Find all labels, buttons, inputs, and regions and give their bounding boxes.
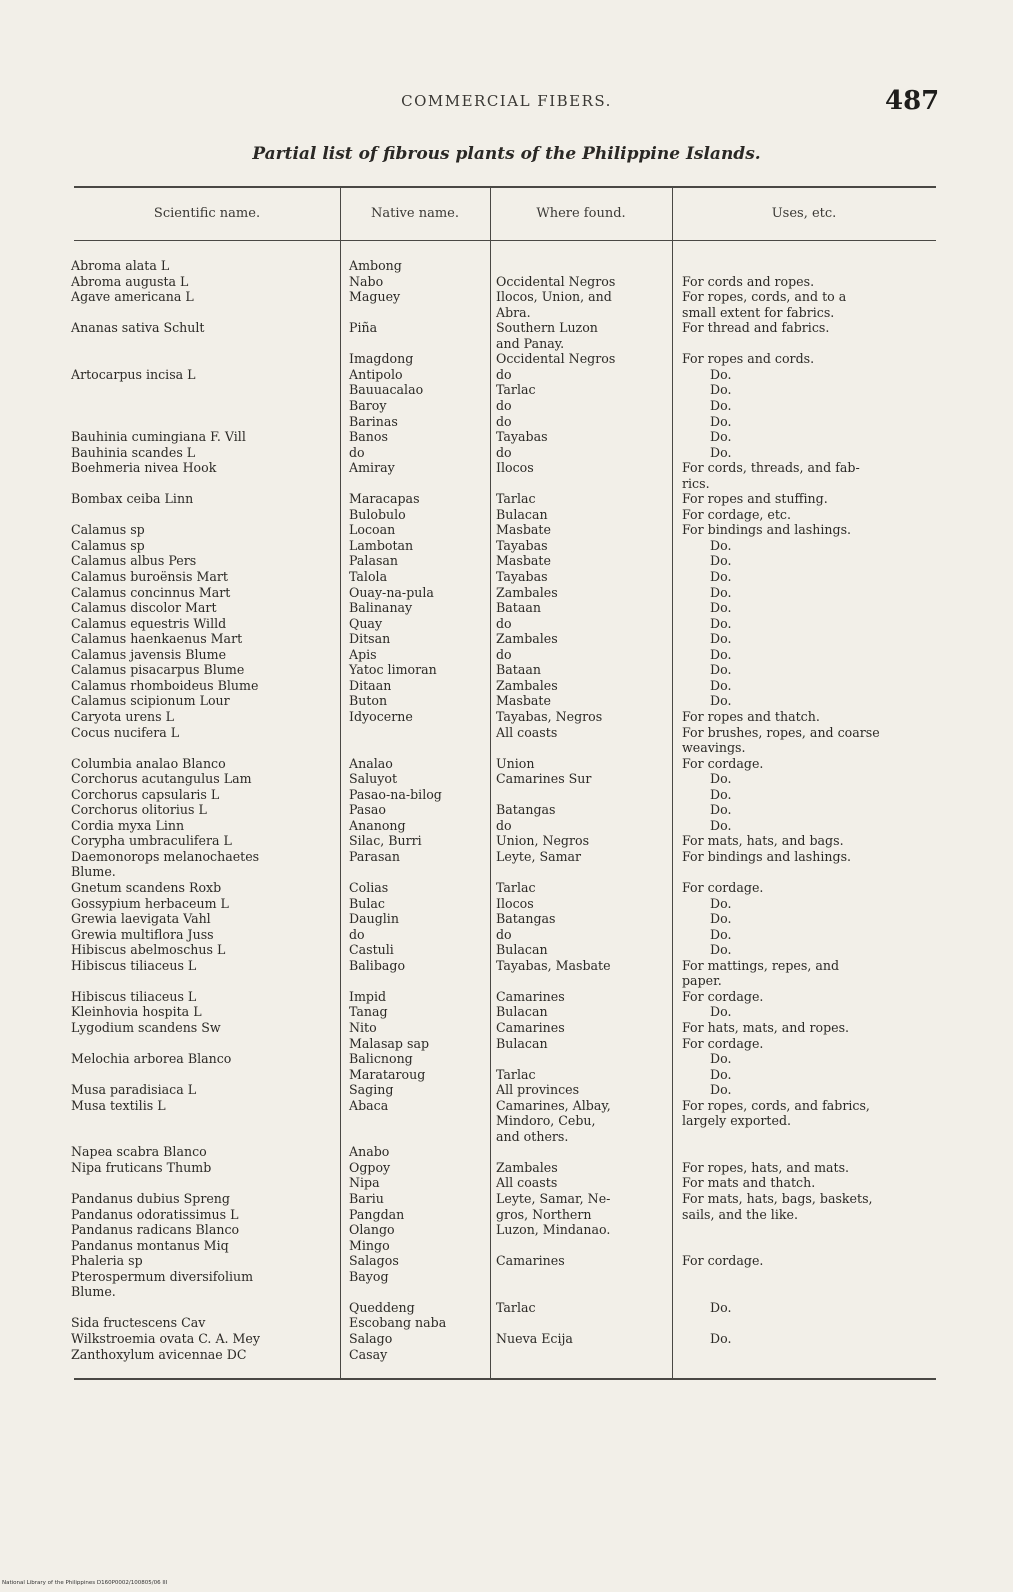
cell-native-name: Salago (349, 1331, 393, 1346)
cell-where-found: do (496, 445, 512, 460)
cell-native-name: Queddeng (349, 1300, 415, 1315)
cell-uses: Do. (710, 616, 732, 631)
cell-uses: Do. (710, 1004, 732, 1019)
cell-native-name: Pasao-na-bilog (349, 787, 442, 802)
cell-uses: largely exported. (682, 1113, 792, 1128)
column-divider (672, 188, 673, 1378)
cell-uses: For cords, threads, and fab- (682, 460, 860, 475)
cell-scientific-name: Blume. (71, 1284, 116, 1299)
cell-native-name: Casay (349, 1347, 388, 1362)
cell-where-found: Tayabas (496, 538, 548, 553)
cell-uses: For cordage. (682, 1253, 764, 1268)
header-bottom-rule (74, 240, 936, 241)
cell-native-name: Parasan (349, 849, 401, 864)
cell-native-name: Palasan (349, 553, 399, 568)
cell-where-found: Camarines (496, 1253, 565, 1268)
cell-scientific-name: Abroma alata L (71, 258, 170, 273)
cell-native-name: Lambotan (349, 538, 414, 553)
cell-where-found: do (496, 927, 512, 942)
cell-native-name: Quay (349, 616, 383, 631)
cell-scientific-name: Zanthoxylum avicennae DC (71, 1347, 247, 1362)
cell-uses: Do. (710, 429, 732, 444)
column-header-native: Native name. (371, 206, 459, 221)
cell-native-name: Yatoc limoran (349, 662, 437, 677)
cell-where-found: do (496, 647, 512, 662)
cell-where-found: Leyte, Samar (496, 849, 582, 864)
cell-native-name: Bayog (349, 1269, 389, 1284)
cell-native-name: Abaca (349, 1098, 389, 1113)
cell-where-found: gros, Northern (496, 1207, 592, 1222)
cell-uses: Do. (710, 367, 732, 382)
cell-native-name: Ananong (349, 818, 406, 833)
cell-where-found: Tayabas, Masbate (496, 958, 611, 973)
running-head: COMMERCIAL FIBERS. (401, 92, 612, 110)
cell-native-name: Amiray (349, 460, 395, 475)
cell-uses: Do. (710, 662, 732, 677)
cell-where-found: Southern Luzon (496, 320, 598, 335)
cell-native-name: Mingo (349, 1238, 390, 1253)
cell-where-found: Masbate (496, 522, 551, 537)
cell-scientific-name: Grewia multiflora Juss (71, 927, 214, 942)
cell-native-name: Salagos (349, 1253, 399, 1268)
cell-where-found: Ilocos (496, 460, 534, 475)
cell-scientific-name: Grewia laevigata Vahl (71, 911, 211, 926)
cell-scientific-name: Cocus nucifera L (71, 725, 180, 740)
cell-uses: Do. (710, 787, 732, 802)
cell-where-found: Ilocos (496, 896, 534, 911)
cell-where-found: Masbate (496, 553, 551, 568)
cell-uses: For cordage. (682, 880, 764, 895)
cell-where-found: Batangas (496, 911, 556, 926)
cell-native-name: Ogpoy (349, 1160, 391, 1175)
cell-scientific-name: Napea scabra Blanco (71, 1144, 207, 1159)
cell-where-found: do (496, 398, 512, 413)
cell-uses: Do. (710, 927, 732, 942)
cell-scientific-name: Calamus buroënsis Mart (71, 569, 228, 584)
cell-where-found: Camarines Sur (496, 771, 592, 786)
table-title: Partial list of fibrous plants of the Philippine Islands. (252, 144, 761, 164)
cell-scientific-name: Corchorus acutangulus Lam (71, 771, 252, 786)
cell-where-found: and Panay. (496, 336, 565, 351)
cell-uses: For ropes and thatch. (682, 709, 820, 724)
cell-where-found: Mindoro, Cebu, (496, 1113, 596, 1128)
cell-scientific-name: Calamus discolor Mart (71, 600, 217, 615)
cell-where-found: and others. (496, 1129, 569, 1144)
cell-scientific-name: Calamus haenkaenus Mart (71, 631, 243, 646)
cell-where-found: Tayabas, Negros (496, 709, 603, 724)
cell-where-found: Leyte, Samar, Ne- (496, 1191, 611, 1206)
cell-uses: For ropes, hats, and mats. (682, 1160, 850, 1175)
cell-native-name: Imagdong (349, 351, 414, 366)
cell-where-found: All coasts (496, 1175, 558, 1190)
cell-scientific-name: Calamus sp (71, 522, 145, 537)
cell-where-found: Bulacan (496, 942, 548, 957)
footer-note: National Library of the Philippines D160P0002/100805/06 III (2, 1580, 168, 1586)
cell-scientific-name: Hibiscus abelmoschus L (71, 942, 226, 957)
cell-scientific-name: Kleinhovia hospita L (71, 1004, 202, 1019)
cell-native-name: Dauglin (349, 911, 399, 926)
cell-uses: Do. (710, 382, 732, 397)
column-header-scientific: Scientific name. (153, 206, 261, 221)
cell-native-name: Bauuacalao (349, 382, 424, 397)
cell-uses: Do. (710, 1067, 732, 1082)
cell-uses: paper. (682, 973, 722, 988)
column-divider (490, 188, 491, 1378)
cell-scientific-name: Pterospermum diversifolium (71, 1269, 254, 1284)
cell-native-name: Maracapas (349, 491, 420, 506)
cell-scientific-name: Sida fructescens Cav (71, 1315, 206, 1330)
cell-native-name: Balinanay (349, 600, 413, 615)
cell-uses: Do. (710, 553, 732, 568)
cell-scientific-name: Nipa fruticans Thumb (71, 1160, 212, 1175)
cell-uses: For cordage. (682, 756, 764, 771)
cell-scientific-name: Musa paradisiaca L (71, 1082, 197, 1097)
cell-scientific-name: Hibiscus tiliaceus L (71, 989, 197, 1004)
cell-uses: For mats, hats, and bags. (682, 833, 844, 848)
cell-uses: For bindings and lashings. (682, 522, 852, 537)
cell-where-found: Tarlac (496, 491, 536, 506)
cell-uses: Do. (710, 1051, 732, 1066)
cell-native-name: Ditaan (349, 678, 392, 693)
cell-scientific-name: Pandanus montanus Miq (71, 1238, 229, 1253)
cell-scientific-name: Corypha umbraculifera L (71, 833, 232, 848)
cell-native-name: Piña (349, 320, 378, 335)
cell-native-name: do (349, 927, 365, 942)
cell-where-found: Zambales (496, 585, 558, 600)
cell-uses: Do. (710, 678, 732, 693)
cell-where-found: Tarlac (496, 1067, 536, 1082)
cell-where-found: do (496, 616, 512, 631)
cell-native-name: Apis (349, 647, 377, 662)
cell-scientific-name: Calamus albus Pers (71, 553, 197, 568)
cell-uses: For ropes, cords, and fabrics, (682, 1098, 870, 1113)
cell-uses: For cordage, etc. (682, 507, 791, 522)
cell-scientific-name: Agave americana L (71, 289, 194, 304)
cell-native-name: Pangdan (349, 1207, 405, 1222)
cell-native-name: Analao (349, 756, 393, 771)
cell-uses: Do. (710, 771, 732, 786)
page-number: 487 (885, 86, 940, 116)
cell-native-name: Barinas (349, 414, 398, 429)
cell-uses: Do. (710, 1300, 732, 1315)
cell-scientific-name: Hibiscus tiliaceus L (71, 958, 197, 973)
table-bottom-rule (74, 1378, 936, 1380)
cell-uses: For brushes, ropes, and coarse (682, 725, 880, 740)
cell-native-name: Bariu (349, 1191, 384, 1206)
cell-uses: For mats, hats, bags, baskets, (682, 1191, 873, 1206)
cell-scientific-name: Daemonorops melanochaetes (71, 849, 260, 864)
cell-native-name: Balibago (349, 958, 406, 973)
cell-native-name: Ditsan (349, 631, 391, 646)
cell-native-name: Impid (349, 989, 387, 1004)
cell-uses: For ropes, cords, and to a (682, 289, 847, 304)
cell-scientific-name: Bauhinia scandes L (71, 445, 196, 460)
cell-uses: Do. (710, 802, 732, 817)
cell-native-name: Escobang naba (349, 1315, 447, 1330)
cell-scientific-name: Gnetum scandens Roxb (71, 880, 222, 895)
cell-where-found: Masbate (496, 693, 551, 708)
cell-native-name: Locoan (349, 522, 396, 537)
cell-scientific-name: Cordia myxa Linn (71, 818, 185, 833)
cell-uses: Do. (710, 818, 732, 833)
cell-native-name: Talola (349, 569, 388, 584)
cell-where-found: Tarlac (496, 1300, 536, 1315)
cell-where-found: Ilocos, Union, and (496, 289, 612, 304)
column-header-uses: Uses, etc. (771, 206, 837, 221)
cell-scientific-name: Musa textilis L (71, 1098, 166, 1113)
cell-where-found: Camarines (496, 989, 565, 1004)
cell-uses: small extent for fabrics. (682, 305, 835, 320)
cell-native-name: Balicnong (349, 1051, 413, 1066)
cell-scientific-name: Calamus equestris Willd (71, 616, 227, 631)
cell-native-name: Nabo (349, 274, 384, 289)
cell-uses: For cordage. (682, 989, 764, 1004)
cell-uses: rics. (682, 476, 710, 491)
cell-uses: Do. (710, 569, 732, 584)
cell-scientific-name: Boehmeria nivea Hook (71, 460, 217, 475)
cell-scientific-name: Bauhinia cumingiana F. Vill (71, 429, 246, 444)
cell-native-name: Antipolo (349, 367, 403, 382)
cell-where-found: Zambales (496, 1160, 558, 1175)
cell-uses: For cords and ropes. (682, 274, 815, 289)
cell-uses: For hats, mats, and ropes. (682, 1020, 850, 1035)
cell-where-found: Camarines (496, 1020, 565, 1035)
cell-where-found: Bataan (496, 662, 541, 677)
cell-native-name: Castuli (349, 942, 394, 957)
cell-uses: Do. (710, 896, 732, 911)
cell-native-name: Olango (349, 1222, 395, 1237)
cell-where-found: All coasts (496, 725, 558, 740)
cell-where-found: Batangas (496, 802, 556, 817)
cell-native-name: do (349, 445, 365, 460)
cell-scientific-name: Pandanus odoratissimus L (71, 1207, 239, 1222)
cell-native-name: Ouay-na-pula (349, 585, 434, 600)
cell-native-name: Pasao (349, 802, 386, 817)
cell-where-found: Luzon, Mindanao. (496, 1222, 611, 1237)
cell-scientific-name: Caryota urens L (71, 709, 174, 724)
cell-scientific-name: Columbia analao Blanco (71, 756, 226, 771)
cell-where-found: Tayabas (496, 429, 548, 444)
cell-uses: For ropes and stuffing. (682, 491, 828, 506)
cell-uses: For mattings, repes, and (682, 958, 840, 973)
cell-uses: Do. (710, 1082, 732, 1097)
cell-where-found: Bataan (496, 600, 541, 615)
cell-scientific-name: Blume. (71, 864, 116, 879)
cell-native-name: Idyocerne (349, 709, 413, 724)
cell-scientific-name: Calamus javensis Blume (71, 647, 227, 662)
cell-native-name: Bulobulo (349, 507, 406, 522)
cell-native-name: Tanag (349, 1004, 388, 1019)
cell-scientific-name: Pandanus radicans Blanco (71, 1222, 240, 1237)
cell-scientific-name: Melochia arborea Blanco (71, 1051, 232, 1066)
cell-where-found: Union, Negros (496, 833, 590, 848)
cell-uses: Do. (710, 911, 732, 926)
cell-where-found: Tarlac (496, 382, 536, 397)
cell-scientific-name: Corchorus capsularis L (71, 787, 220, 802)
cell-native-name: Banos (349, 429, 388, 444)
cell-where-found: Tarlac (496, 880, 536, 895)
cell-native-name: Marataroug (349, 1067, 426, 1082)
cell-native-name: Baroy (349, 398, 387, 413)
cell-scientific-name: Ananas sativa Schult (71, 320, 205, 335)
cell-uses: For ropes and cords. (682, 351, 815, 366)
cell-native-name: Anabo (349, 1144, 390, 1159)
cell-scientific-name: Pandanus dubius Spreng (71, 1191, 230, 1206)
cell-uses: For cordage. (682, 1036, 764, 1051)
cell-native-name: Silac, Burri (349, 833, 422, 848)
cell-scientific-name: Calamus sp (71, 538, 145, 553)
cell-scientific-name: Calamus scipionum Lour (71, 693, 230, 708)
cell-where-found: Bulacan (496, 507, 548, 522)
cell-uses: Do. (710, 942, 732, 957)
cell-where-found: Union (496, 756, 535, 771)
cell-where-found: Camarines, Albay, (496, 1098, 611, 1113)
cell-uses: Do. (710, 538, 732, 553)
cell-scientific-name: Phaleria sp (71, 1253, 143, 1268)
cell-where-found: Bulacan (496, 1004, 548, 1019)
cell-native-name: Bulac (349, 896, 385, 911)
cell-where-found: Nueva Ecija (496, 1331, 573, 1346)
cell-native-name: Saluyot (349, 771, 398, 786)
column-divider (340, 188, 341, 1378)
cell-uses: For thread and fabrics. (682, 320, 830, 335)
cell-where-found: Bulacan (496, 1036, 548, 1051)
cell-scientific-name: Bombax ceiba Linn (71, 491, 194, 506)
cell-where-found: Zambales (496, 678, 558, 693)
cell-uses: Do. (710, 600, 732, 615)
cell-native-name: Nito (349, 1020, 377, 1035)
cell-where-found: do (496, 414, 512, 429)
cell-scientific-name: Calamus concinnus Mart (71, 585, 231, 600)
cell-scientific-name: Gossypium herbaceum L (71, 896, 229, 911)
cell-uses: Do. (710, 693, 732, 708)
cell-uses: For bindings and lashings. (682, 849, 852, 864)
cell-native-name: Malasap sap (349, 1036, 430, 1051)
cell-uses: Do. (710, 414, 732, 429)
cell-native-name: Ambong (349, 258, 402, 273)
cell-scientific-name: Wilkstroemia ovata C. A. Mey (71, 1331, 261, 1346)
cell-native-name: Saging (349, 1082, 394, 1097)
cell-where-found: Abra. (496, 305, 531, 320)
cell-where-found: All provinces (496, 1082, 580, 1097)
cell-native-name: Buton (349, 693, 388, 708)
column-header-where: Where found. (536, 206, 626, 221)
cell-where-found: do (496, 367, 512, 382)
cell-native-name: Nipa (349, 1175, 380, 1190)
cell-where-found: Occidental Negros (496, 274, 616, 289)
cell-uses: sails, and the like. (682, 1207, 798, 1222)
cell-uses: For mats and thatch. (682, 1175, 816, 1190)
cell-where-found: Occidental Negros (496, 351, 616, 366)
cell-scientific-name: Artocarpus incisa L (71, 367, 196, 382)
cell-scientific-name: Calamus rhomboideus Blume (71, 678, 259, 693)
cell-uses: Do. (710, 445, 732, 460)
cell-uses: weavings. (682, 740, 746, 755)
cell-where-found: do (496, 818, 512, 833)
cell-scientific-name: Lygodium scandens Sw (71, 1020, 221, 1035)
cell-scientific-name: Abroma augusta L (71, 274, 189, 289)
cell-scientific-name: Calamus pisacarpus Blume (71, 662, 245, 677)
cell-where-found: Tayabas (496, 569, 548, 584)
cell-uses: Do. (710, 631, 732, 646)
cell-uses: Do. (710, 647, 732, 662)
cell-uses: Do. (710, 398, 732, 413)
cell-native-name: Colias (349, 880, 389, 895)
cell-uses: Do. (710, 1331, 732, 1346)
cell-where-found: Zambales (496, 631, 558, 646)
table-top-rule (74, 186, 936, 188)
cell-native-name: Maguey (349, 289, 401, 304)
cell-scientific-name: Corchorus olitorius L (71, 802, 207, 817)
cell-uses: Do. (710, 585, 732, 600)
